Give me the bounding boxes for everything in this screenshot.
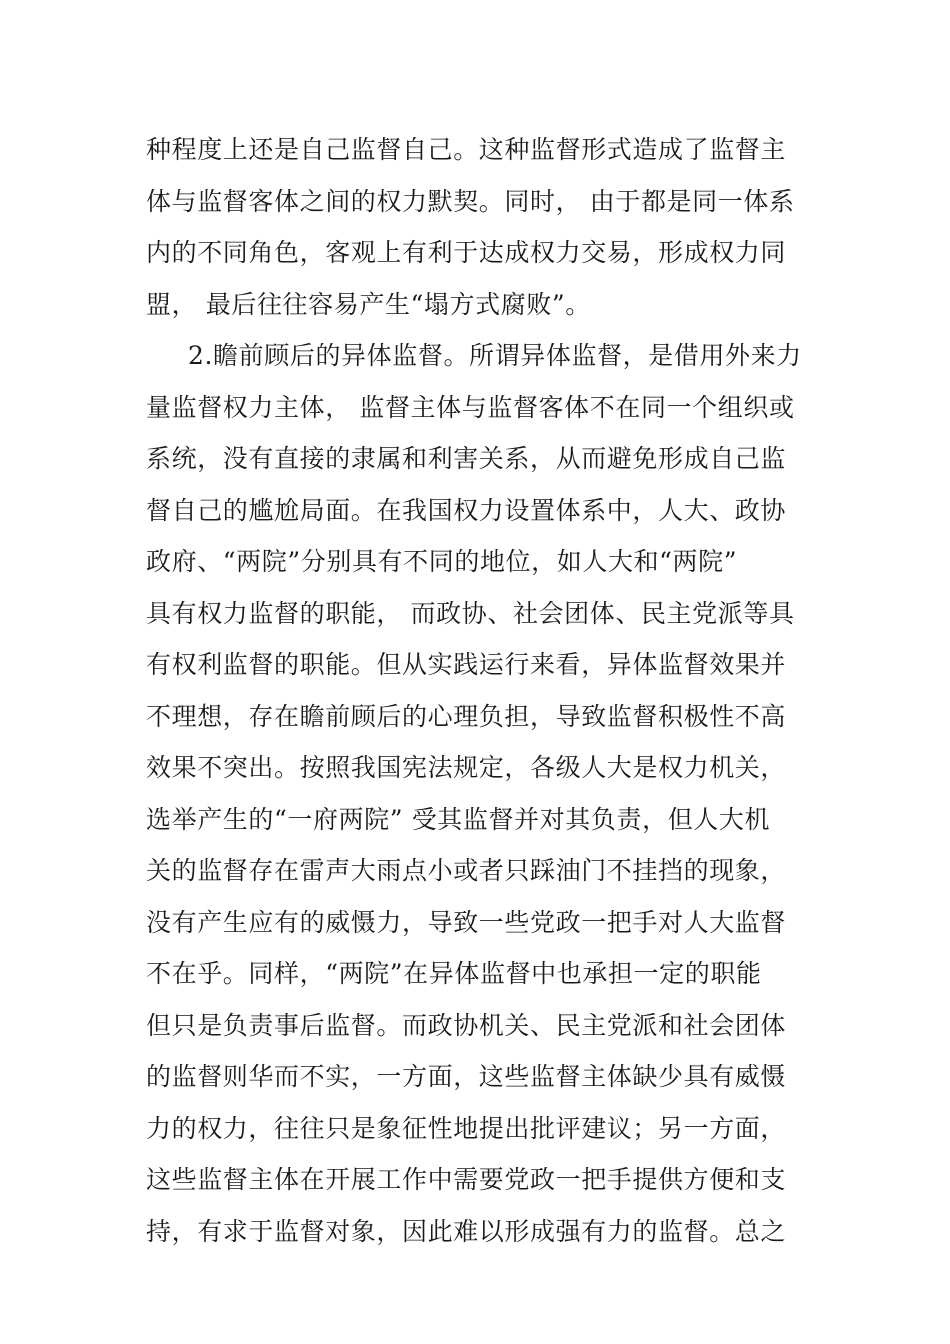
text-line: 内的不同角色，客观上有利于达成权力交易，形成权力同 — [146, 238, 787, 267]
text-line: 持，有求于监督对象，因此难以形成强有力的监督。总之 — [146, 1216, 787, 1246]
text-line: 关的监督存在雷声大雨点小或者只踩油门不挂挡的现象， — [146, 856, 787, 885]
text-line: 2.瞻前顾后的异体监督。所谓异体监督，是借用外来力 — [188, 341, 802, 370]
text-line: 种程度上还是自己监督自己。这种监督形式造成了监督主 — [146, 135, 787, 164]
text-line: 力的权力，往往只是象征性地提出批评建议；另一方面， — [146, 1113, 787, 1143]
text-line: 体与监督客体之间的权力默契。同时， 由于都是同一体系 — [146, 186, 795, 216]
body-text — [146, 124, 816, 1257]
text-line: 没有产生应有的威慑力，导致一些党政一把手对人大监督 — [146, 907, 787, 937]
text-line: 督自己的尴尬局面。在我国权力设置体系中，人大、政协 — [146, 495, 787, 525]
text-line: 不理想，存在瞻前顾后的心理负担，导致监督积极性不高 — [146, 701, 787, 731]
text-line: 这些监督主体在开展工作中需要党政一把手提供方便和支 — [146, 1165, 787, 1194]
text-line: 的监督则华而不实，一方面，这些监督主体缺少具有威慑 — [146, 1062, 787, 1091]
text-line: 系统，没有直接的隶属和利害关系，从而避免形成自己监 — [146, 444, 787, 473]
text-line: 量监督权力主体， 监督主体与监督客体不在同一个组织或 — [146, 392, 795, 422]
text-line: 但只是负责事后监督。而政协机关、民主党派和社会团体 — [146, 1010, 787, 1040]
text-line: 具有权力监督的职能， 而政协、社会团体、民主党派等具 — [146, 598, 795, 628]
text-line: 盟， 最后往往容易产生“塌方式腐败”。 — [146, 289, 591, 319]
text-line: 选举产生的“一府两院” 受其监督并对其负责，但人大机 — [146, 804, 771, 834]
text-line: 有权利监督的职能。但从实践运行来看，异体监督效果并 — [146, 650, 787, 679]
text-line: 不在乎。同样，“两院”在异体监督中也承担一定的职能 — [146, 959, 762, 988]
text-line: 效果不突出。按照我国宪法规定，各级人大是权力机关， — [146, 753, 787, 782]
text-line: 政府、“两院”分别具有不同的地位，如人大和“两院” — [146, 547, 738, 576]
